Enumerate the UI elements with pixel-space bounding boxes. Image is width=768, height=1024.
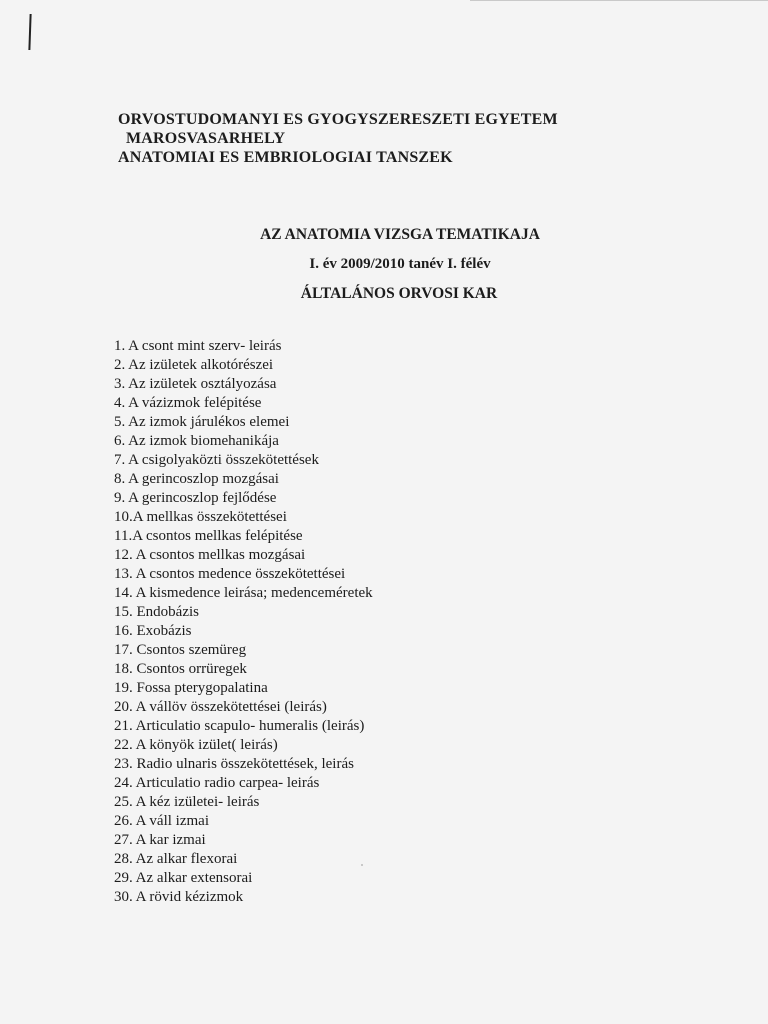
scan-speck: [361, 864, 363, 866]
topic-item: 1. A csont mint szerv- leirás: [114, 338, 282, 354]
topic-item: 6. Az izmok biomehanikája: [114, 433, 279, 449]
topic-item: 23. Radio ulnaris összekötettések, leirás: [114, 756, 354, 772]
topic-item: 20. A vállöv összekötettései (leirás): [114, 699, 327, 715]
faculty-name: ÁLTALÁNOS ORVOSI KAR: [300, 285, 498, 302]
topic-item: 27. A kar izmai: [114, 832, 206, 848]
topic-item: 8. A gerincoszlop mozgásai: [114, 471, 279, 487]
topic-item: 3. Az izületek osztályozása: [114, 376, 277, 392]
scan-mark: [28, 14, 31, 50]
topic-item: 17. Csontos szemüreg: [114, 642, 247, 658]
topic-item: 30. A rövid kézizmok: [114, 889, 244, 905]
topic-item: 15. Endobázis: [114, 604, 199, 620]
topic-item: 18. Csontos orrüregek: [114, 661, 247, 677]
exam-topics-list: [114, 337, 373, 907]
topic-item: 28. Az alkar flexorai: [114, 851, 238, 867]
topic-item: 29. Az alkar extensorai: [114, 870, 253, 886]
topic-item: 7. A csigolyaközti összekötettések: [114, 452, 319, 468]
topic-item: 14. A kismedence leirása; medenceméretek: [114, 585, 373, 601]
topic-item: 13. A csontos medence összekötettései: [114, 566, 346, 582]
topic-item: 11.A csontos mellkas felépitése: [114, 528, 303, 544]
topic-item: 16. Exobázis: [114, 623, 192, 639]
topic-item: 21. Articulatio scapulo- humeralis (leirás): [114, 718, 365, 734]
topic-item: 12. A csontos mellkas mozgásai: [114, 547, 306, 563]
topic-item: 5. Az izmok járulékos elemei: [114, 414, 290, 430]
topic-item: 4. A vázizmok felépitése: [114, 395, 262, 411]
scan-edge: [470, 0, 768, 1]
topic-item: 10.A mellkas összekötettései: [114, 509, 287, 525]
topic-item: 2. Az izületek alkotórészei: [114, 357, 274, 373]
city-name: MAROSVASARHELY: [126, 130, 286, 147]
topic-item: 26. A váll izmai: [114, 813, 209, 829]
topic-item: 9. A gerincoszlop fejlődése: [114, 490, 277, 506]
document-titles: [0, 226, 768, 315]
academic-year: I. év 2009/2010 tanév I. félév: [309, 256, 491, 272]
topic-item: 24. Articulatio radio carpea- leirás: [114, 775, 320, 791]
topic-item: 22. A könyök izület( leirás): [114, 737, 278, 753]
university-name: ORVOSTUDOMANYI ES GYOGYSZERESZETI EGYETEM: [118, 111, 558, 128]
document-title: AZ ANATOMIA VIZSGA TEMATIKAJA: [260, 226, 540, 243]
institution-header: [118, 110, 558, 167]
topic-item: 19. Fossa pterygopalatina: [114, 680, 268, 696]
topic-item: 25. A kéz izületei- leirás: [114, 794, 260, 810]
department-name: ANATOMIAI ES EMBRIOLOGIAI TANSZEK: [118, 149, 453, 166]
